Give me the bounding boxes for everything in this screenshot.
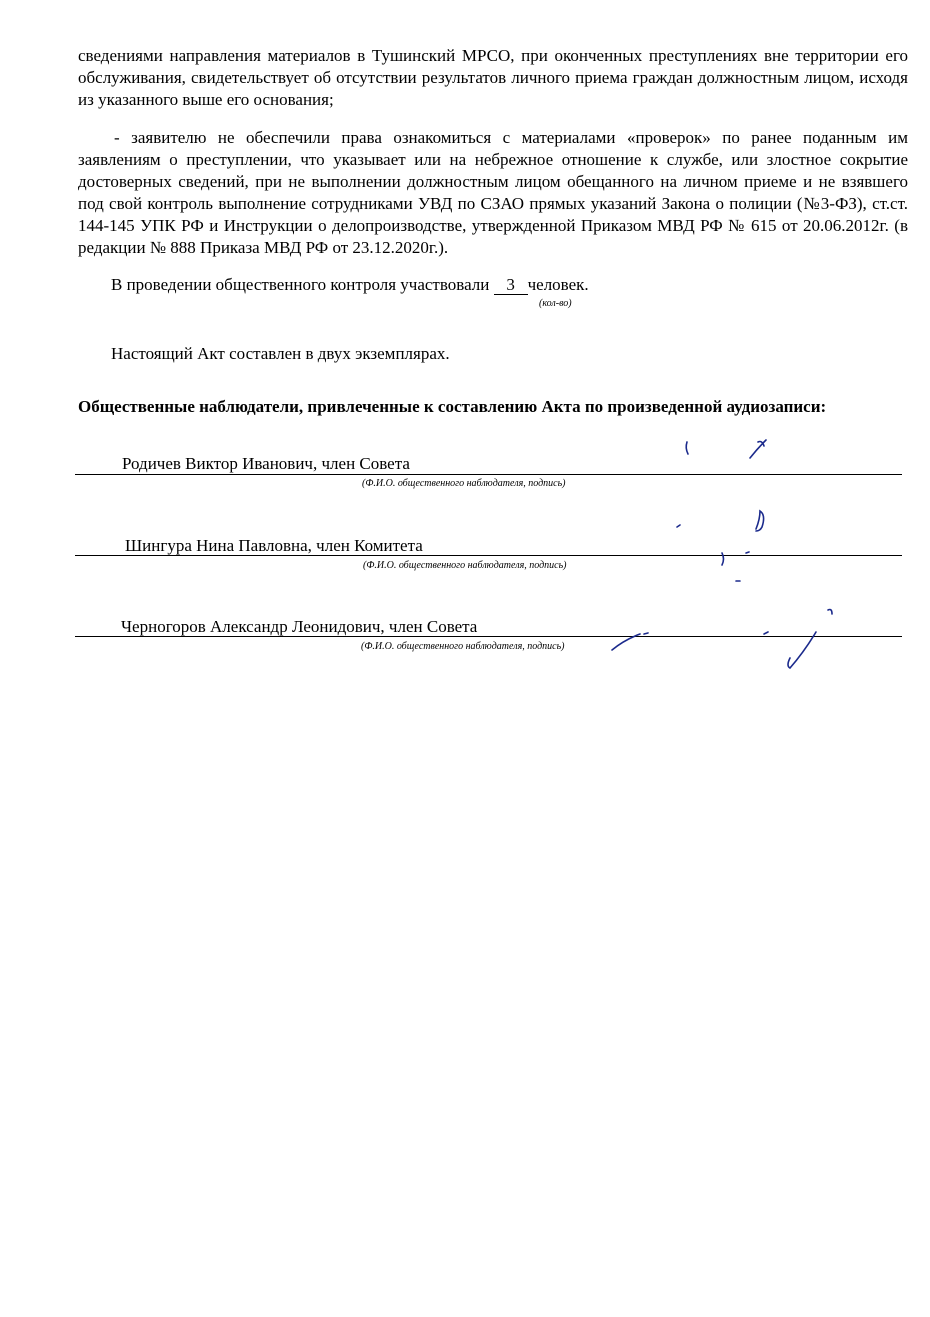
control-suffix: человек. bbox=[527, 275, 589, 294]
observer-caption: (Ф.И.О. общественного наблюдателя, подпись) bbox=[362, 478, 566, 489]
count-caption: (кол-во) bbox=[539, 298, 572, 309]
paragraph-results: сведениями направления материалов в Тушинский МРСО, при оконченных преступлениях вне территории его обслуживания, свидетельствует об отсутствии результатов личного приема граждан должностным лицом, исходя из указанного выше его основания; bbox=[78, 46, 908, 109]
signature-line bbox=[75, 474, 902, 475]
observer-caption: (Ф.И.О. общественного наблюдателя, подпись) bbox=[361, 641, 565, 652]
paragraph-applicant-rights: - заявителю не обеспечили права ознакомиться с материалами «проверок» по ранее поданным им заявлениям о преступлении, что указывает или на небрежное отношение к службе, или злостное сокрытие достоверных сведений, при не выполнении должностным лицом обещанного на личном приеме и не взявшего под свой контроль выполнение сотрудниками УВД по СЗАО прямых указаний Закона о полиции (№3-ФЗ), ст.ст. 144-145 УПК РФ и Инструкции о делопроизводстве, утвержденной Приказом МВД РФ № 615 от 20.06.2012г. (в редакции № 888 Приказа МВД РФ от 23.12.2020г.). bbox=[78, 128, 908, 257]
copies-statement: Настоящий Акт составлен в двух экземплярах. bbox=[111, 344, 450, 363]
observer-name: Шингура Нина Павловна, член Комитета bbox=[125, 536, 423, 555]
control-prefix: В проведении общественного контроля участвовали bbox=[111, 275, 490, 294]
signature-mark bbox=[670, 505, 780, 585]
signature-mark bbox=[680, 436, 770, 466]
observer-name: Родичев Виктор Иванович, член Совета bbox=[122, 454, 410, 473]
observers-heading: Общественные наблюдатели, привлеченные к составлению Акта по произведенной аудиозаписи: bbox=[78, 397, 827, 416]
signature-mark bbox=[600, 600, 850, 675]
observer-name: Черногоров Александр Леонидович, член Совета bbox=[121, 617, 478, 636]
control-participants-line bbox=[111, 274, 589, 296]
observer-caption: (Ф.И.О. общественного наблюдателя, подпись) bbox=[363, 560, 567, 571]
participant-count: 3 bbox=[494, 276, 528, 295]
